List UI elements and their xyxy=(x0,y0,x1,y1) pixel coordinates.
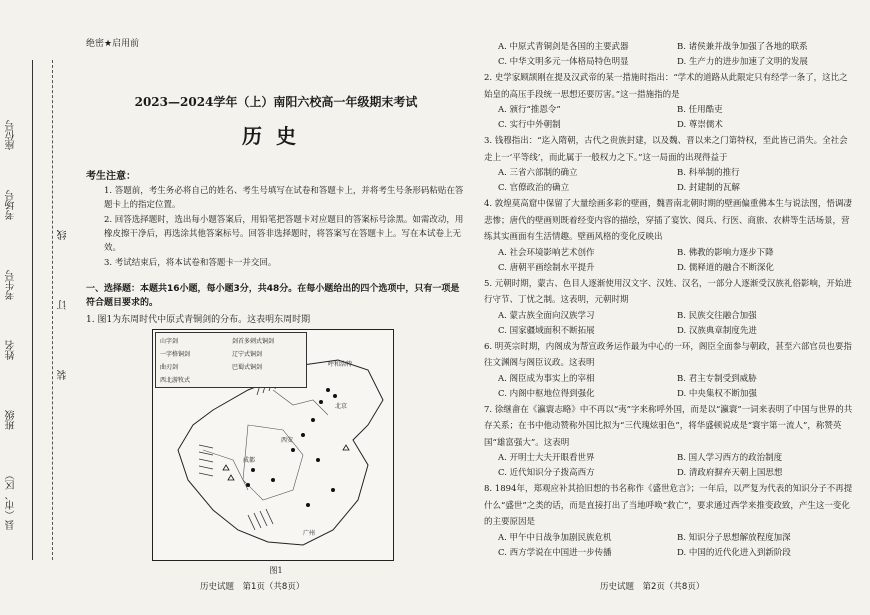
option: A. 蒙古族全面向汉族学习 xyxy=(498,310,595,321)
option: A. 社会环境影响艺术创作 xyxy=(498,247,595,258)
sword-site-dot xyxy=(271,478,275,482)
sword-site-dot xyxy=(291,448,295,452)
binding-label-county: 县（市、区） xyxy=(6,470,17,530)
binding-mark-xian: 线 xyxy=(58,230,69,240)
legend-item: 西北游牧式 xyxy=(160,377,191,384)
option: A. 颁行“推恩令” xyxy=(498,105,561,115)
option: B. 任用酷吏 xyxy=(677,105,723,115)
sword-site-dot xyxy=(246,483,250,487)
option: D. 尊崇儒术 xyxy=(677,120,723,130)
option: D. 汉族典章制度先进 xyxy=(677,325,757,336)
legend-item: 巴蜀式铜剑 xyxy=(232,364,263,371)
bronze-sword-map xyxy=(152,329,394,561)
option: B. 民族交往融合加强 xyxy=(677,310,757,321)
sword-site-dot xyxy=(331,488,335,492)
option: A. 中原式青铜剑是各国的主要武器 xyxy=(498,42,629,52)
option: A. 三省六部制的确立 xyxy=(498,168,578,178)
option: C. 唐朝平画绘制水平提升 xyxy=(498,262,595,273)
q6-options xyxy=(484,372,856,402)
sword-site-dot xyxy=(316,458,320,462)
map-city-label: 北京 xyxy=(335,403,348,410)
legend-item: 曲刃剑 xyxy=(160,364,179,371)
sword-site-dot xyxy=(326,388,330,392)
sword-site-dot xyxy=(333,394,337,398)
option: C. 实行中外朝制 xyxy=(498,120,561,130)
option: B. 知识分子思想解放程度加深 xyxy=(677,532,791,543)
question-5: 5. 元朝时期，蒙古、色目人逐渐使用汉文字、汉姓、汉名，一部分人逐渐受汉族礼俗影响，开始进行守节、丁忧之制。这表明，元朝时期 xyxy=(484,278,852,305)
binding-label-class: 班级 xyxy=(6,410,17,430)
sword-site-dot xyxy=(306,503,310,507)
sword-site-triangle xyxy=(228,475,234,480)
notice-item: 1. 答题前，考生务必将自己的姓名、考生号填写在试卷和答题卡上，并将考生号条形码粘贴在答题卡上的指定位置。 xyxy=(104,186,464,210)
q8-options xyxy=(484,531,856,561)
option: D. 生产力的进步加速了文明的发展 xyxy=(677,57,808,67)
option: B. 科举制的推行 xyxy=(677,168,740,178)
option: C. 西方学说在中国进一步传播 xyxy=(498,547,612,558)
map-city-label: 呼和浩特 xyxy=(328,361,353,368)
question-4: 4. 敦煌莫高窟中保留了大量绘画多彩的壁画，魏晋南北朝时期的壁画偏重佛本生与说法图，悟调凄悲惨；唐代的壁画则既着经变内容的描绘，穿插了宴饮、阅兵、行医、商旅、农耕等生活场景，营练其实画面有生活情趣。壁画风格的变化反映出 xyxy=(484,199,852,242)
subject-title: 历史 xyxy=(242,124,310,148)
binding-margin xyxy=(0,0,70,615)
sword-site-triangle xyxy=(343,445,349,450)
legend-item: 山字剑 xyxy=(160,338,179,345)
option: B. 君主专制受到威胁 xyxy=(677,373,757,384)
option: B. 佛教的影响力逐步下降 xyxy=(677,247,774,258)
question-2: 2. 史学家顾颉刚在提及汉武帝的某一措施时指出：“学术的道路从此限定只有经学一条了，这比之始皇的高压手段统一思想还要厉害。”这一措施指的是 xyxy=(484,73,848,100)
map-city-label: 广州 xyxy=(303,530,316,537)
binding-label-name: 姓名 xyxy=(6,340,17,360)
option: D. 儒释道的融合不断深化 xyxy=(677,262,774,273)
q7-options xyxy=(484,451,856,481)
q2-options xyxy=(484,103,856,133)
option: A. 阁臣成为事实上的宰相 xyxy=(498,373,595,384)
option: A. 开明士大夫开眼看世界 xyxy=(498,453,595,463)
map-legend xyxy=(155,332,307,388)
exam-title: 2023—2024学年（上）南阳六校高一年级期末考试 xyxy=(134,95,418,109)
sword-site-dot xyxy=(311,418,315,422)
question-6: 6. 明英宗时期，内阁成为帮宣政务运作最为中心的一环，阁臣全面参与朝政，甚至六部官员也要指往文渊阁与阁臣议政。这表明 xyxy=(484,341,852,368)
option: D. 清政府摒弃天朝上国思想 xyxy=(677,468,783,478)
map-city-label: 西安 xyxy=(281,437,294,444)
option: C. 国家疆域面积不断拓展 xyxy=(498,325,595,336)
option: C. 中华文明多元一体格局特色明显 xyxy=(498,57,629,67)
section-heading: 一、选择题：本题共16小题，每小题3分，共48分。在每小题给出的四个选项中，只有一项是符合题目要求的。 xyxy=(86,284,460,308)
binding-line xyxy=(32,60,33,560)
question-8: 8. 1894年，郑观应补其拾旧想的书名称作《盛世危言》；一年后，以严复为代表的知识分子不再提什么“盛世”之类的话，而是直接打出了当地呼唤“救亡”，要求通过西学来推变政致，产生这一变化的主要原因是 xyxy=(484,484,853,527)
binding-label-seat: 座位号 xyxy=(6,120,17,150)
option: B. 诸侯兼并战争加强了各地的联系 xyxy=(677,42,808,52)
legend-item: 剑首多刺式铜剑 xyxy=(232,338,275,345)
q5-options xyxy=(484,309,856,339)
figure-caption: 图1 xyxy=(269,566,283,575)
notice-list xyxy=(104,184,466,270)
binding-label-room: 考场号 xyxy=(6,190,17,220)
binding-mark-ding: 订 xyxy=(58,300,69,310)
notice-item: 3. 考试结束后，将本试卷和答题卡一并交回。 xyxy=(104,258,277,268)
q4-options xyxy=(484,246,856,276)
option: B. 国人学习西方的政治制度 xyxy=(677,453,783,463)
question-1: 1. 图1为东周时代中原式青铜剑的分布。这表明东周时期 xyxy=(86,315,311,325)
right-page xyxy=(484,40,856,561)
left-page xyxy=(86,36,466,576)
notice-heading: 考生注意： xyxy=(86,171,136,182)
footer-page-1: 历史试题 第1页（共8页） xyxy=(200,582,305,592)
legend-item: 辽宁式铜剑 xyxy=(232,351,263,358)
confidential-mark: 绝密★启用前 xyxy=(86,39,140,49)
question-7: 7. 徐继畬在《瀛寰志略》中不再以“夷”字来称呼外国，而是以“瀛寰”一词来表明了中国与世界的共存关系；在书中他动赞称外国比拟为“三代瑰炫驲色”，将华盛顿说成是“寰宇第一流人”，称赞英国“雄富强大”。这表明 xyxy=(484,404,853,448)
map-city-label: 成都 xyxy=(243,457,256,464)
option: C. 近代知识分子拨高西方 xyxy=(498,468,595,478)
option: D. 中央集权不断加强 xyxy=(677,388,757,399)
cut-line xyxy=(52,60,53,560)
option: C. 内阁中枢地位得到强化 xyxy=(498,388,595,399)
option: D. 封建制的瓦解 xyxy=(677,183,740,193)
sword-site-dot xyxy=(251,468,255,472)
q1-options xyxy=(484,40,856,70)
footer-page-2: 历史试题 第2页（共8页） xyxy=(600,582,705,592)
question-3: 3. 钱穆指出：“迄入隋朝，古代之贵族封建，以及魏、晋以来之门第特权，至此皆已消失。全社会走上一‘平等线’，而此属于一般权力之下。”这一局面的出现得益于 xyxy=(484,136,848,163)
sword-site-triangle xyxy=(223,465,229,470)
binding-mark-zhuang: 装 xyxy=(58,370,69,380)
binding-label-student-id: 考生号 xyxy=(6,270,17,300)
option: D. 中国的近代化进入到新阶段 xyxy=(677,547,791,558)
legend-item: 一字格铜剑 xyxy=(160,351,191,358)
sword-site-dot xyxy=(301,433,305,437)
q3-options xyxy=(484,166,856,196)
option: A. 甲午中日战争加剧民族危机 xyxy=(498,532,612,543)
sword-site-dot xyxy=(319,400,323,404)
notice-item: 2. 回答选择题时，选出每小题答案后，用铅笔把答题卡对应题目的答案标号涂黑。如需改动，用橡皮擦干净后，再选涂其他答案标号。回答非选择题时，将答案写在答题卡上。写在本试卷上无效。 xyxy=(104,215,464,253)
option: C. 官僚政治的确立 xyxy=(498,183,570,193)
